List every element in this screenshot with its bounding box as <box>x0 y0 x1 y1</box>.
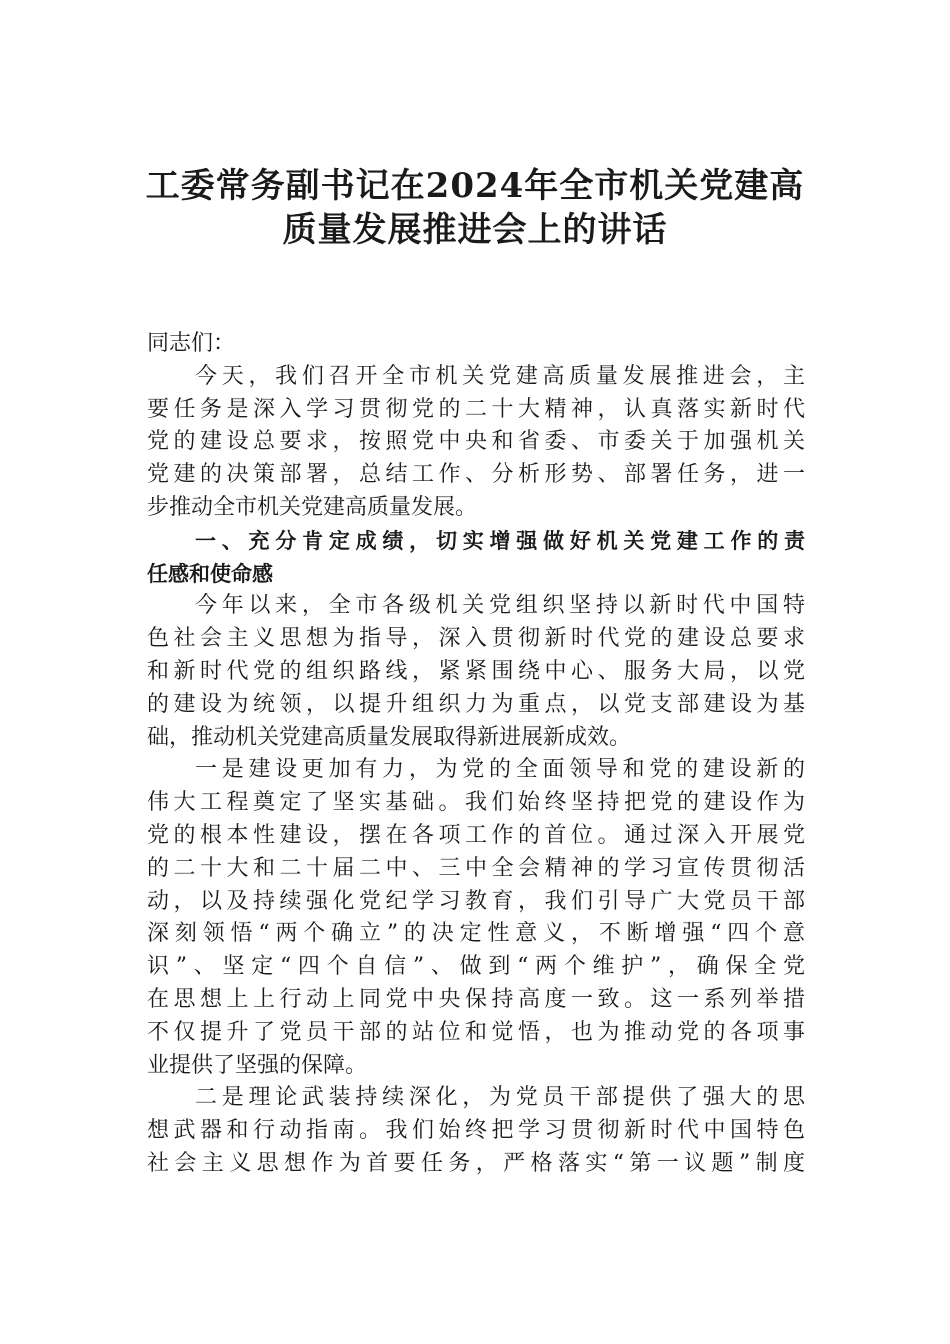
text-line: 识”、坚定“四个自信”、做到“两个维护”，确保全党 <box>147 954 805 980</box>
section-heading-line: 任感和使命感 <box>147 561 273 586</box>
text-line: 二是理论武装持续深化，为党员干部提供了强大的思 <box>195 1085 805 1111</box>
text-line: 的二十大和二十届二中、三中全会精神的学习宣传贯彻活 <box>147 855 805 881</box>
text-line: 不仅提升了党员干部的站位和觉悟，也为推动党的各项事 <box>147 1019 805 1045</box>
text-line: 色社会主义思想为指导，深入贯彻新时代党的建设总要求 <box>147 626 805 652</box>
text-line: 党建的决策部署，总结工作、分析形势、部署任务，进一 <box>147 462 805 488</box>
text-line: 想武器和行动指南。我们始终把学习贯彻新时代中国特色 <box>147 1118 805 1144</box>
text-line: 业提供了坚强的保障。 <box>147 1052 368 1078</box>
text-line: 步推动全市机关党建高质量发展。 <box>147 494 478 520</box>
text-line: 同志们： <box>147 331 236 356</box>
text-line: 党的根本性建设，摆在各项工作的首位。通过深入开展党 <box>147 822 805 848</box>
document-title-line-1: 工委常务副书记在2024年全市机关党建高 <box>145 166 805 206</box>
text-line: 社会主义思想作为首要任务，严格落实“第一议题”制度 <box>147 1150 805 1176</box>
document-body <box>147 328 805 1181</box>
text-line: 础，推动机关党建高质量发展取得新进展新成效。 <box>147 724 632 750</box>
text-line: 今天，我们召开全市机关党建高质量发展推进会，主 <box>195 363 805 389</box>
text-line: 深刻领悟“两个确立”的决定性意义，不断增强“四个意 <box>147 921 805 947</box>
text-line: 一是建设更加有力，为党的全面领导和党的建设新的 <box>195 757 805 783</box>
text-line: 在思想上上行动上同党中央保持高度一致。这一系列举措 <box>147 986 805 1012</box>
text-line: 要任务是深入学习贯彻党的二十大精神，认真落实新时代 <box>147 396 805 422</box>
text-line: 伟大工程奠定了坚实基础。我们始终坚持把党的建设作为 <box>147 790 805 816</box>
text-line: 动，以及持续强化党纪学习教育，我们引导广大党员干部 <box>147 888 805 914</box>
text-line: 党的建设总要求，按照党中央和省委、市委关于加强机关 <box>147 429 805 455</box>
text-line: 的建设为统领，以提升组织力为重点，以党支部建设为基 <box>147 691 805 717</box>
text-line: 和新时代党的组织路线，紧紧围绕中心、服务大局，以党 <box>147 658 805 684</box>
document-title-line-2: 质量发展推进会上的讲话 <box>282 210 668 250</box>
section-heading-line: 一、充分肯定成绩，切实增强做好机关党建工作的责 <box>195 528 805 553</box>
text-line: 今年以来，全市各级机关党组织坚持以新时代中国特 <box>195 593 805 619</box>
